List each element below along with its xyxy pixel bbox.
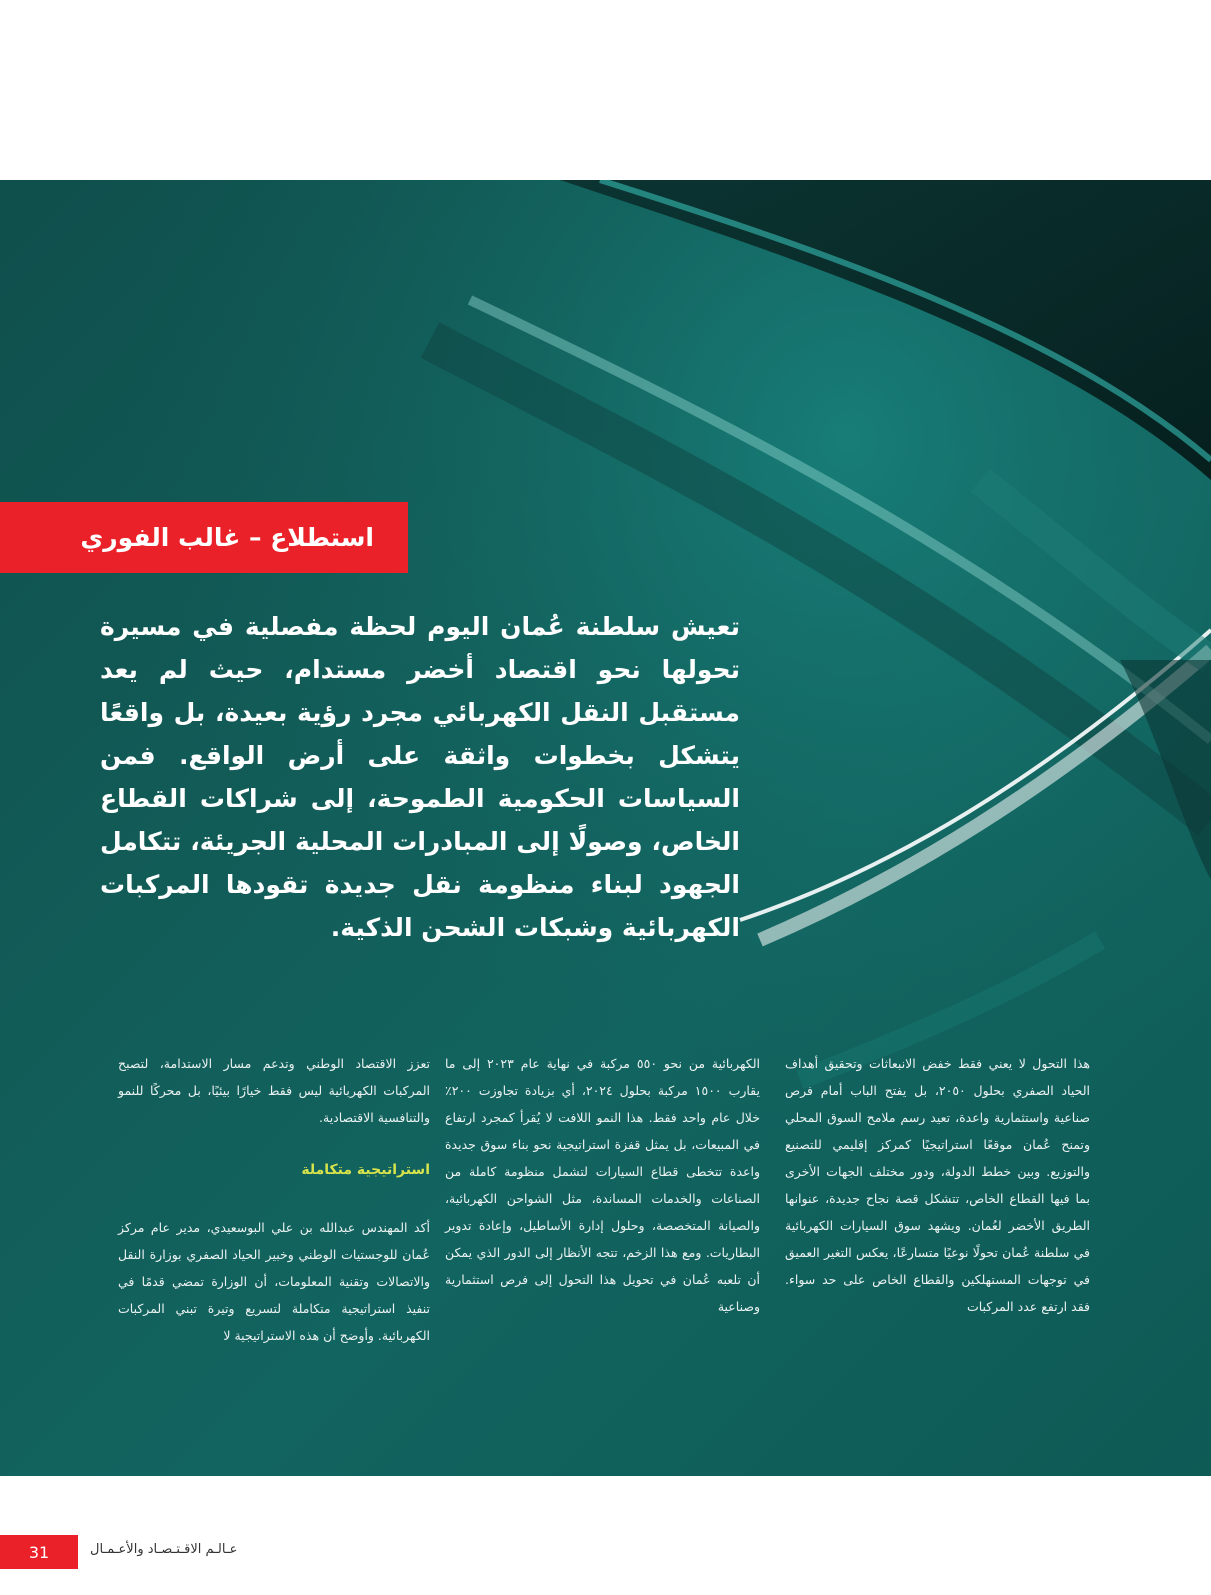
author-tag-text: استطلاع – غالب الفوري (80, 523, 374, 552)
author-tag (0, 502, 408, 573)
body-column-3 (118, 1050, 430, 1349)
magazine-name: عـالـم الاقـتـصـاد والأعـمـال (90, 1542, 238, 1557)
column-3-paragraph-1: تعزز الاقتصاد الوطني وتدعم مسار الاستدامة، لتصبح المركبات الكهربائية ليس فقط خيارًا بيئيًا، بل محركًا للنمو والتنافسية الاقتصادية. (118, 1056, 430, 1125)
column-2-text: الكهربائية من نحو ٥٥٠ مركبة في نهاية عام ٢٠٢٣ إلى ما يقارب ١٥٠٠ مركبة بحلول ٢٠٢٤، أي بزيادة تجاوزت ٢٠٠٪ خلال عام واحد فقط. هذا النمو اللافت لا يُقرأ كمجرد ارتفاع في المبيعات، بل يمثل قفزة استراتيجية نحو بناء سوق جديدة واعدة تتخطى قطاع السيارات لتشمل منظومة كاملة من الصناعات والخدمات المساندة، مثل الشواحن الكهربائية، والصيانة المتخصصة، وحلول إدارة الأساطيل، وإعادة تدوير البطاريات. ومع هذا الزخم، تتجه الأنظار إلى الدور الذي يمكن أن تلعبه عُمان في تحويل هذا التحول إلى فرص استثمارية وصناعية (445, 1056, 760, 1314)
column-1-text: هذا التحول لا يعني فقط خفض الانبعاثات وتحقيق أهداف الحياد الصفري بحلول ٢٠٥٠، بل يفتح الباب أمام فرص صناعية واستثمارية واعدة، تعيد رسم ملامح السوق المحلي وتمنح عُمان موقعًا استراتيجيًا كمركز إقليمي للتصنيع والتوزيع. وبين خطط الدولة، ودور مختلف الجهات الأخرى بما فيها القطاع الخاص، تتشكل قصة نجاح جديدة، عنوانها الطريق الأخضر لعُمان. ويشهد سوق السيارات الكهربائية في سلطنة عُمان تحولًا نوعيًا متسارعًا، يعكس التغير العميق في توجهات المستهلكين والقطاع الخاص على حد سواء. فقد ارتفع عدد المركبات (785, 1056, 1090, 1314)
lead-paragraph: تعيش سلطنة عُمان اليوم لحظة مفصلية في مسيرة تحولها نحو اقتصاد أخضر مستدام، حيث لم يعد مستقبل النقل الكهربائي مجرد رؤية بعيدة، بل واقعًا يتشكل بخطوات واثقة على أرض الواقع. فمن السياسات الحكومية الطموحة، إلى شراكات القطاع الخاص، وصولًا إلى المبادرات المحلية الجريئة، تتكامل الجهود لبناء منظومة نقل جديدة تقودها المركبات الكهربائية وشبكات الشحن الذكية. (100, 612, 740, 942)
body-column-1 (785, 1050, 1090, 1320)
body-column-2 (445, 1050, 760, 1320)
column-3-paragraph-2: أكد المهندس عبدالله بن علي البوسعيدي، مدير عام مركز عُمان للوجستيات الوطني وخبير الحياد الصفري بوزارة النقل والاتصالات وتقنية المعلومات، أن الوزارة تمضي قدمًا في تنفيذ استراتيجية متكاملة لتسريع وتيرة تبني المركبات الكهربائية. وأوضح أن هذه الاستراتيجية لا (118, 1220, 430, 1343)
section-subhead: استراتيجية متكاملة (301, 1162, 430, 1178)
page-number: 31 (0, 1535, 78, 1569)
